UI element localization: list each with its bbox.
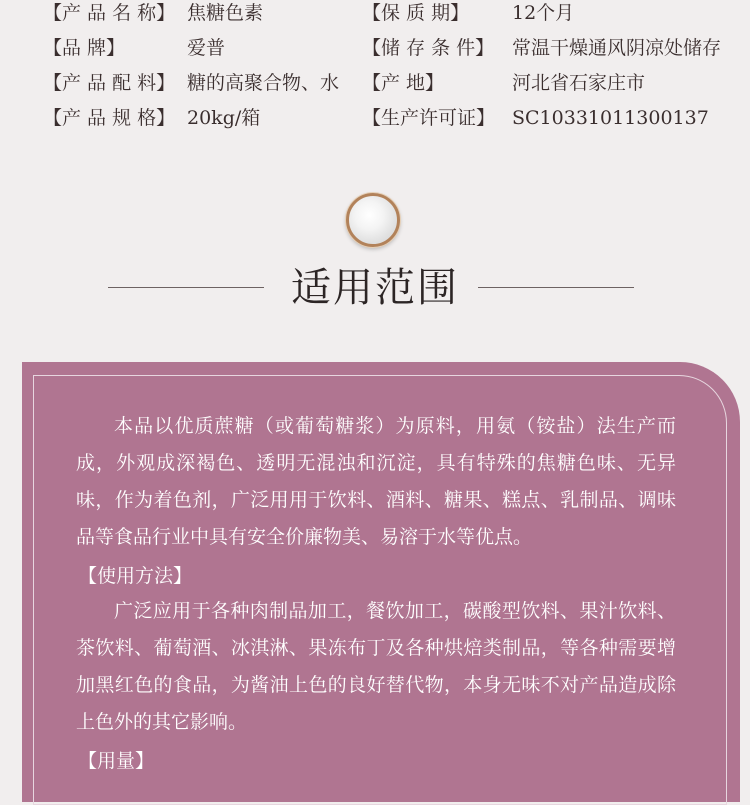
spec-label: 【生产许可证】 bbox=[362, 107, 496, 129]
spec-value: 20kg/箱 bbox=[187, 107, 261, 129]
spec-label: 【产 品 配 料】 bbox=[43, 72, 176, 94]
spec-label: 【产 品 名 称】 bbox=[43, 2, 176, 24]
spec-value: 爱普 bbox=[187, 37, 226, 59]
section-title: 适用范围 bbox=[291, 265, 459, 311]
spec-value: 12个月 bbox=[512, 2, 575, 24]
intro-text: 本品以优质蔗糖（或葡萄糖浆）为原料，用氨（铵盐）法生产而成，外观成深褐色、透明无混浊和沉淀，具有特殊的焦糖色味、无异味，作为着色剂，广泛用用于饮料、酒料、糖果、糕点、乳制品、调味品等食品行业中具有安全价廉物美、易溶于水等优点。 bbox=[76, 415, 676, 548]
spec-label: 【产 品 规 格】 bbox=[43, 107, 176, 129]
usage-text: 广泛应用于各种肉制品加工，餐饮加工，碳酸型饮料、果汁饮料、茶饮料、葡萄酒、冰淇淋、果冻布丁及各种烘焙类制品，等各种需要增加黑红色的食品，为酱油上色的良好替代物，本身无味不对产品造成除上色外的其它影响。 bbox=[76, 600, 676, 733]
heading-divider-right bbox=[478, 287, 634, 288]
heading-divider-left bbox=[108, 287, 264, 288]
spec-label: 【保 质 期】 bbox=[362, 2, 470, 24]
intro-paragraph bbox=[76, 408, 676, 556]
spec-value: SC10331011300137 bbox=[512, 107, 709, 129]
usage-paragraph bbox=[76, 593, 676, 741]
powder-dish-image bbox=[346, 193, 400, 247]
dosage-heading: 【用量】 bbox=[78, 750, 155, 772]
spec-value: 河北省石家庄市 bbox=[512, 72, 646, 94]
usage-heading: 【使用方法】 bbox=[78, 565, 193, 587]
spec-value: 糖的高聚合物、水 bbox=[187, 72, 340, 94]
spec-label: 【储 存 条 件】 bbox=[362, 37, 495, 59]
spec-label: 【品 牌】 bbox=[43, 37, 126, 59]
spec-value: 焦糖色素 bbox=[187, 2, 264, 24]
spec-value: 常温干燥通风阴凉处储存 bbox=[512, 37, 722, 59]
spec-label: 【产 地】 bbox=[362, 72, 445, 94]
